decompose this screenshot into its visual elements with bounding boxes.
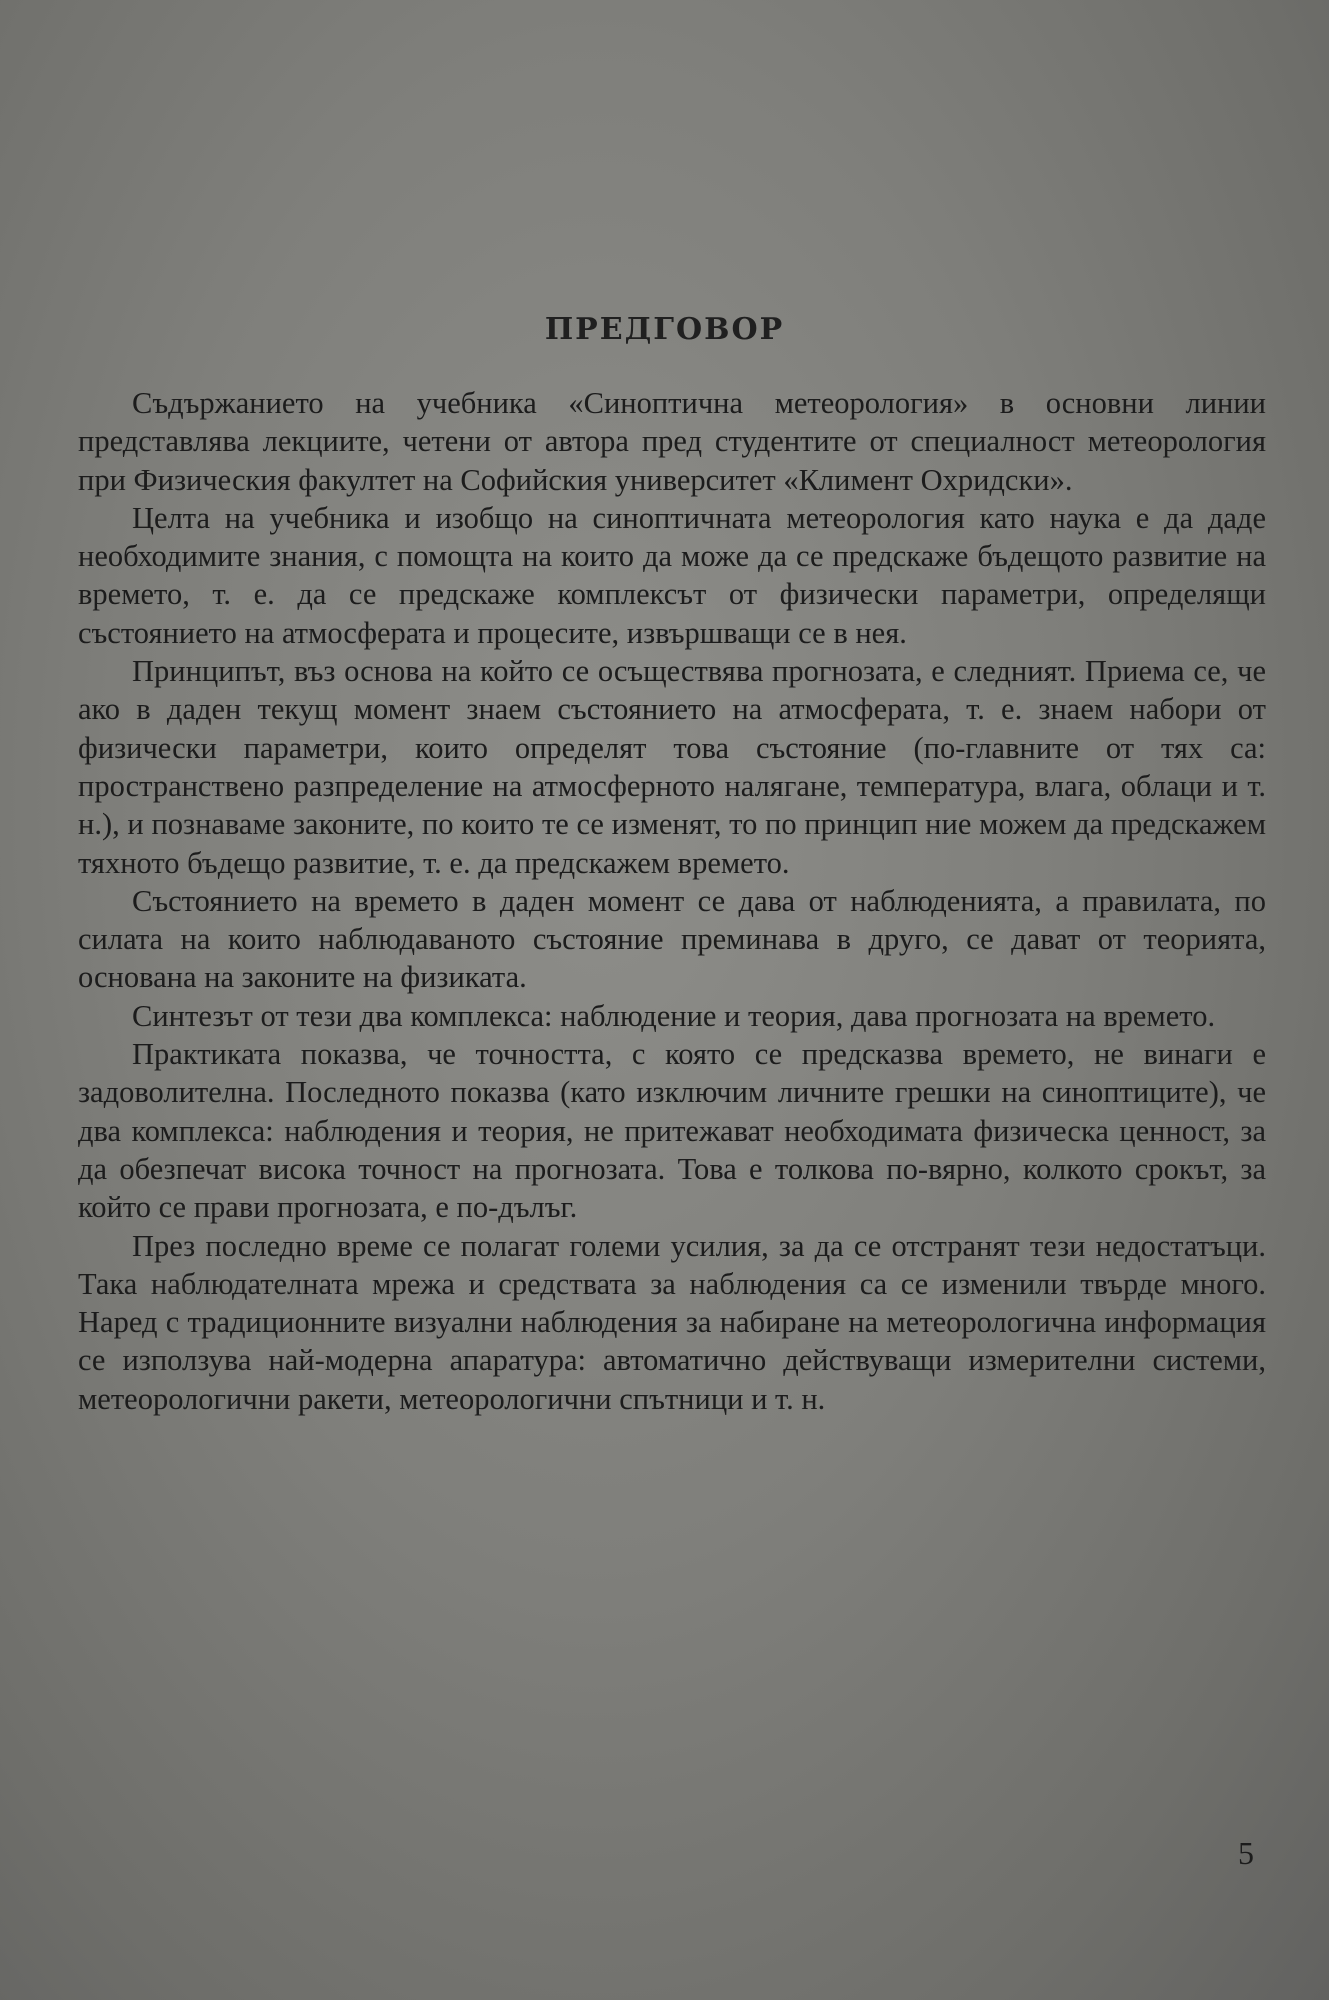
paragraph: Съдържанието на учебника «Синоптична метеорология» в основни линии представлява лекциите, четени от автора пред студентите от специалност метеорология при Физическия факултет на Софийския университет «Климент Охридски». [78, 386, 1266, 497]
page-number: 5 [1238, 1835, 1254, 1871]
paragraph: Принципът, въз основа на който се осъществява прогнозата, е следният. Приема се, че ако в даден текущ момент знаем състоянието на атмосферата, т. е. знаем набори от физически параметри, които определят това състояние (по-главните от тях са: пространствено разпределение на атмосферното налягане, температура, влага, облаци и т. н.), и познаваме законите, по които те се изменят, то по принцип ние можем да предскажем тяхното бъдещо развитие, т. е. да предскажем времето. [78, 654, 1266, 880]
paragraph: Практиката показва, че точността, с която се предсказва времето, не винаги е задоволителна. Последното показва (като изключим личните грешки на синоптиците), че два комплекса: наблюдения и теория, не притежават необходимата физическа ценност, за да обезпечат висока точност на прогнозата. Това е толкова по-вярно, колкото срокът, за който се прави прогнозата, е по-дълъг. [78, 1037, 1266, 1225]
paragraph: Синтезът от тези два комплекса: наблюдение и теория, дава прогнозата на времето. [132, 998, 1216, 1033]
paragraph: През последно време се полагат големи усилия, за да се отстранят тези недостатъци. Така наблюдателната мрежа и средствата за наблюдения са се изменили твърде много. Наред с традиционните визуални наблюдения за набиране на метеорологична информация се използува най-модерна апаратура: автоматично действуващи измерителни системи, метеорологични ракети, метеорологични спътници и т. н. [78, 1228, 1266, 1416]
paragraph: Целта на учебника и изобщо на синоптичната метеорология като наука е да даде необходимите знания, с помощта на които да може да се предскаже бъдещото развитие на времето, т. е. да се предскаже комплексът от физически параметри, определящи състоянието на атмосферата и процесите, извършващи се в нея. [78, 500, 1266, 650]
page-heading: ПРЕДГОВОР [544, 312, 785, 347]
body-text [78, 384, 1266, 1418]
paragraph: Състоянието на времето в даден момент се дава от наблюденията, а правилата, по силата на които наблюдаваното състояние преминава в друго, се дават от теорията, основана на законите на физиката. [78, 883, 1266, 995]
